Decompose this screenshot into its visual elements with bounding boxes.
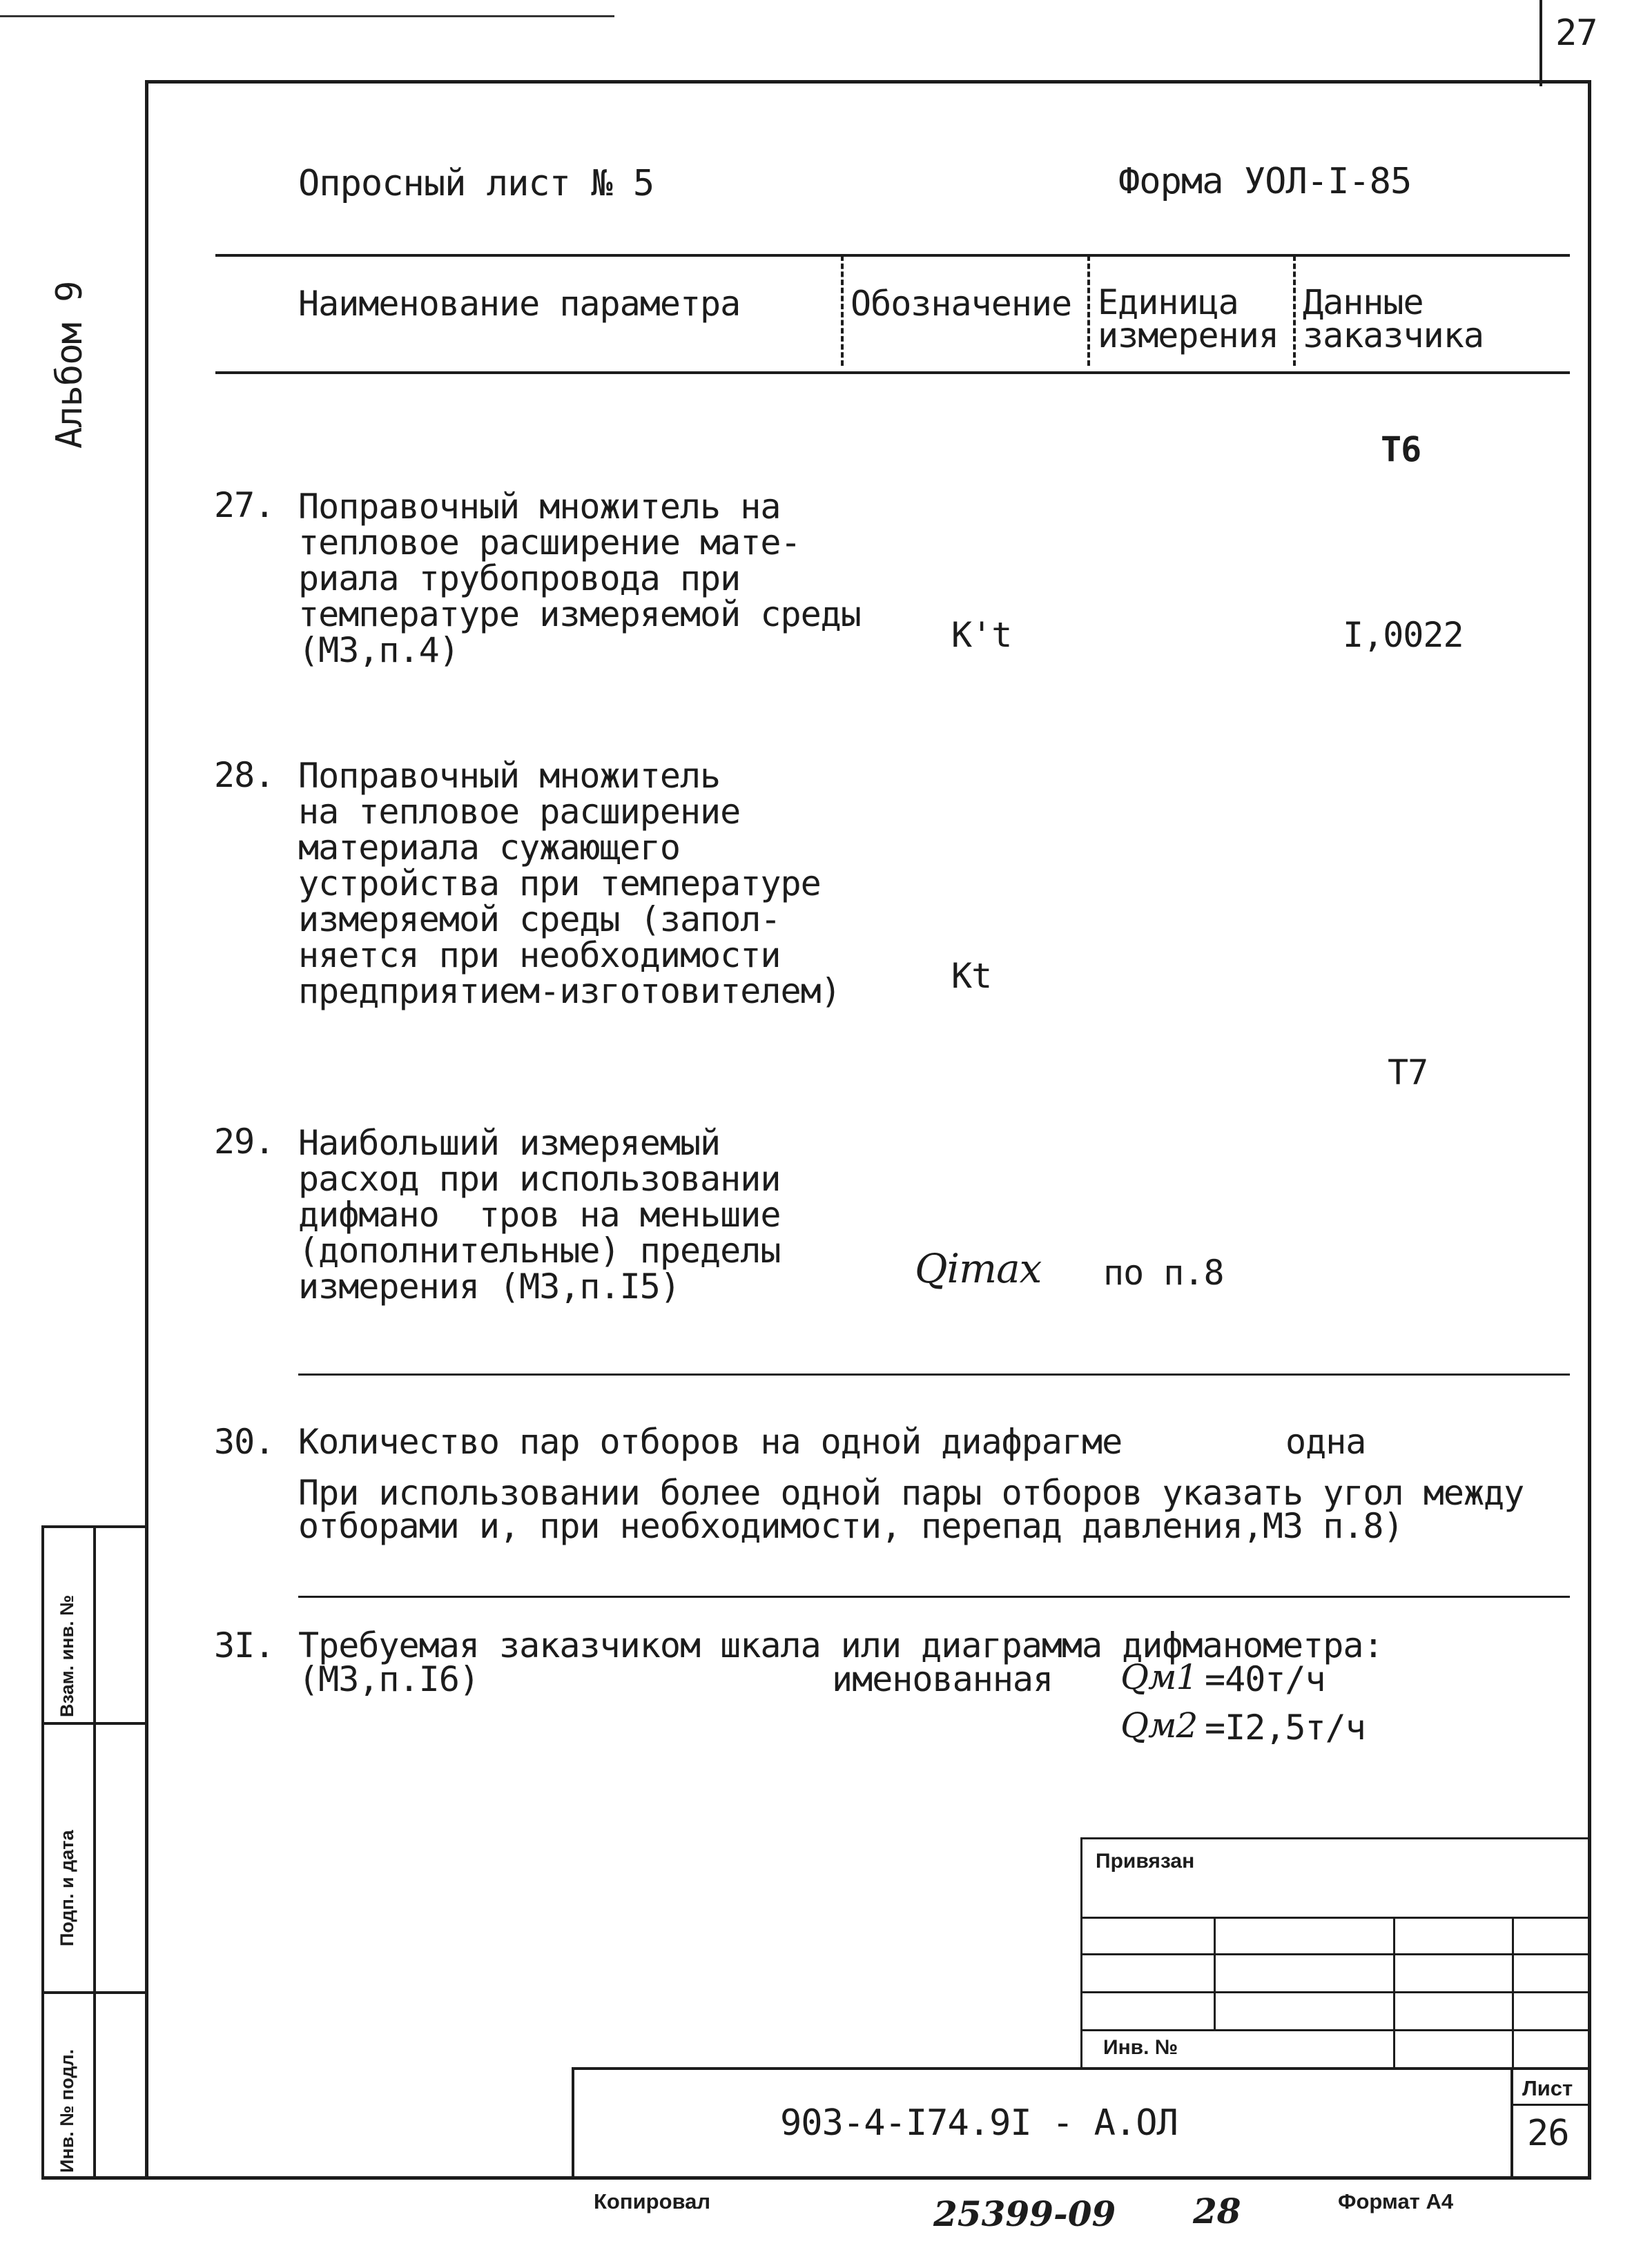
item-27-tag: T6 [1381,429,1421,469]
album-label: Альбом 9 [49,281,90,449]
item-28-line: измеряемой среды (запол- [298,899,781,939]
item-31-number: 3I. [214,1625,275,1665]
item-29-line: (дополнительные) пределы [298,1231,781,1271]
corner-sheet-number: 27 [1555,12,1597,54]
table-header-bottom-rule [215,371,1570,374]
form-code: Форма УОЛ-I-85 [1118,161,1412,202]
item-27-line: температуре измеряемой среды [298,594,861,634]
stamp-grid-v3 [1512,1917,1514,2069]
item-30-text: Количество пар отборов на одной диафрагме [298,1422,1123,1462]
stamp-grid-v2 [1393,1917,1395,2069]
item-28-number: 28. [214,755,275,795]
separator-30-31 [298,1596,1570,1598]
item-29-value: по п.8 [1103,1253,1224,1293]
frame-left [145,80,148,2180]
stamp-inv-label: Инв. № [1103,2036,1178,2059]
item-28-line: на тепловое расширение [298,792,741,832]
item-29-symbol: Qimax [915,1245,1042,1292]
item-31-q1-symbol: Qм1 [1120,1657,1198,1697]
side-stamp-outer [41,1525,44,2180]
frame-top [146,80,1591,84]
col-header-data-2: заказчика [1303,315,1484,355]
item-29-text [298,1123,781,1307]
footer-copied-label: Копировал [594,2189,711,2213]
item-30-number: 30. [214,1422,275,1462]
title-block-sheet-divider [1510,2067,1513,2178]
footer-archive-number: 25399-09 [933,2193,1116,2234]
item-27-value: I,0022 [1343,615,1464,655]
item-27-line: риала трубопровода при [298,558,741,598]
item-31-ref: (МЗ,п.I6) [298,1659,479,1699]
side-label-inv-podl: Инв. № подл. [57,2049,77,2173]
item-28-tag: T7 [1388,1053,1428,1093]
item-29-number: 29. [214,1122,275,1162]
top-edge-line [0,15,614,17]
item-30-note-2: отборами и, при необходимости, перепад давления,МЗ п.8) [298,1506,1403,1546]
col-divider-1 [841,255,844,366]
item-27-symbol: K't [951,615,1012,655]
title-block-sheet-rule [1510,2104,1589,2106]
stamp-top [1080,1837,1589,1839]
col-header-unit-2: измерения [1098,315,1279,355]
item-29-line: Наибольший измеряемый [298,1123,721,1163]
col-header-data-1: Данные [1303,282,1424,322]
item-27-text [298,489,861,668]
item-31-q2-value: =I2,5т/ч [1205,1708,1366,1748]
item-31-q2-symbol: Qм2 [1120,1705,1198,1746]
item-30-note-1: При использовании более одной пары отборов указать угол между [298,1473,1524,1513]
col-divider-2 [1087,255,1090,366]
item-31-q1-value: =40т/ч [1205,1659,1325,1699]
item-28-line: устройства при температуре [298,863,821,903]
item-29-line: дифмано тров на меньшие [298,1195,781,1235]
stamp-bound-label: Привязан [1096,1850,1195,1873]
item-27-line: тепловое расширение мате- [298,522,801,563]
side-stamp-sep-1 [41,1722,146,1725]
item-28-line: материала сужающего [298,828,680,868]
sheet-label: Лист [1522,2076,1573,2100]
item-31-kind: именованная [832,1659,1053,1699]
document-code: 903-4-I74.9I - А.ОЛ [780,2102,1178,2144]
frame-bottom [41,2176,1591,2180]
footer-page-number: 28 [1193,2191,1241,2231]
title-block-top [572,2067,1589,2070]
separator-29-30 [298,1373,1570,1376]
footer-format-label: Формат А4 [1338,2189,1454,2213]
corner-divider [1539,0,1542,86]
item-27-line: (МЗ,п.4) [298,630,459,670]
item-30-value: одна [1285,1422,1366,1462]
title-block-left [572,2067,574,2178]
side-stamp-sep-2 [41,1991,146,1994]
side-stamp-inner [93,1525,96,2180]
side-label-podp: Подп. и дата [57,1830,77,1946]
side-stamp-top [41,1525,146,1528]
item-29-line: расход при использовании [298,1159,781,1199]
item-27-line: Поправочный множитель на [298,487,781,527]
item-28-line: предприятием-изготовителем) [298,971,841,1011]
col-header-unit-1: Единица [1098,282,1238,322]
frame-right [1588,80,1591,2180]
sheet-number: 26 [1527,2113,1569,2154]
col-header-symbol: Обозначение [851,284,1072,324]
item-29-line: измерения (МЗ,п.I5) [298,1267,680,1307]
col-header-name: Наименование параметра [298,284,741,324]
item-27-number: 27. [214,485,275,525]
table-header-top-rule [215,254,1570,257]
col-divider-3 [1293,255,1296,366]
item-31-text: Требуемая заказчиком шкала или диаграмма дифманометра: [298,1625,1383,1665]
item-28-line: няется при необходимости [298,935,781,975]
side-label-vzam: Взам. инв. № [57,1594,77,1717]
stamp-grid-v1 [1214,1917,1216,2029]
item-28-symbol: Kt [951,956,992,996]
item-28-text [298,758,841,1009]
form-title: Опросный лист № 5 [298,163,654,204]
item-28-line: Поправочный множитель [298,756,721,796]
